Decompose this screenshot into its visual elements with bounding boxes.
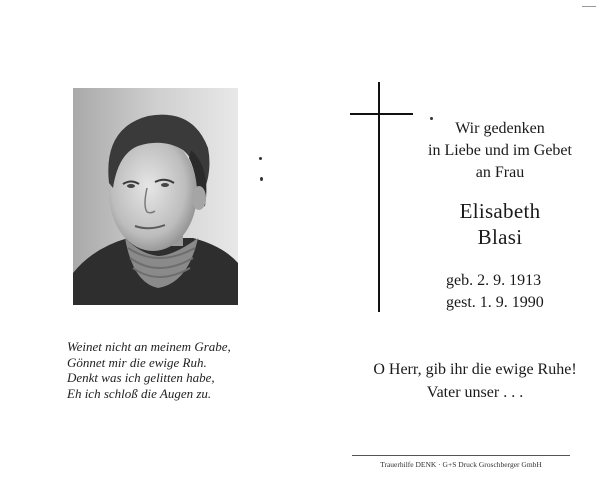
portrait-photo: [73, 88, 238, 305]
prayer: [350, 358, 600, 404]
poem-line: Denkt was ich gelitten habe,: [67, 370, 215, 385]
poem-line: Gönnet mir die ewige Ruh.: [67, 354, 207, 370]
memorial-text: [400, 118, 600, 184]
poem-line: Eh ich schloß die Augen zu.: [67, 385, 212, 401]
speck: [260, 177, 263, 181]
prayer-line-2: Vater unser . . .: [426, 384, 524, 401]
life-dates: [446, 270, 544, 314]
footer-divider: [352, 455, 570, 456]
last-name: Blasi: [477, 225, 523, 249]
memorial-line-3: an Frau: [475, 164, 525, 181]
printer-imprint: Trauerhilfe DENK · G+S Druck Groschberger GmbH: [380, 460, 542, 469]
prayer-line-1: O Herr, gib ihr die ewige Ruhe!: [373, 361, 577, 378]
memorial-line-2: in Liebe und im Gebet: [428, 142, 572, 159]
speck: [259, 157, 262, 160]
death-date: gest. 1. 9. 1990: [446, 294, 544, 311]
poem-line: Weinet nicht an meinem Grabe,: [67, 339, 231, 354]
deceased-name: [400, 198, 600, 250]
memorial-line-1: Wir gedenken: [455, 120, 545, 137]
first-name: Elisabeth: [459, 199, 541, 223]
corner-mark: [582, 6, 596, 7]
birth-date: geb. 2. 9. 1913: [446, 272, 542, 289]
poem: [67, 339, 277, 401]
